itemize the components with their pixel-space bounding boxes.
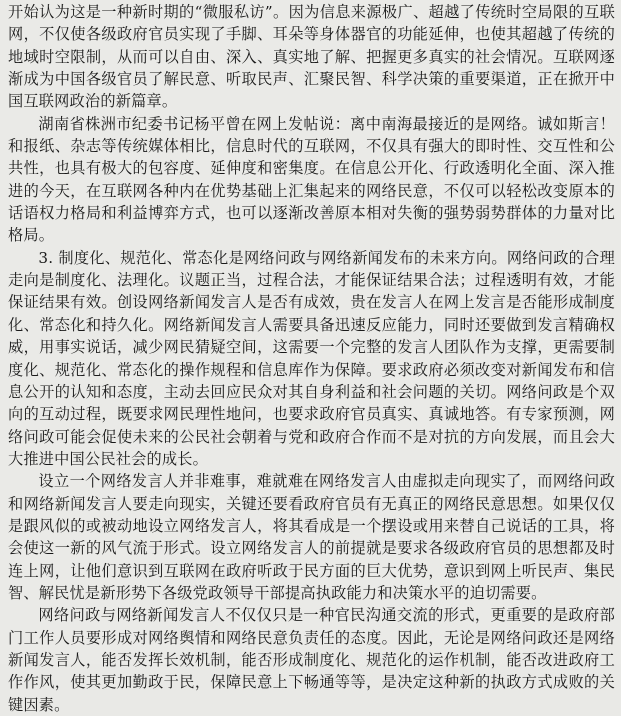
paragraph-conclusion: 网络问政与网络新闻发言人不仅仅只是一种官民沟通交流的形式，更重要的是政府部门工作人员要形成对网络舆情和网络民意负责任的态度。因此，无论是网络问政还是网络新闻发言人，能否发挥长效机制，能否形成制度化、规范化的运作机制，能否改进政府工作作风，使其更加勤政于民，保障民意上下畅通等等，是决定这种新的执政方式成败的关键因素。 xyxy=(8,606,615,714)
paragraph-spokesperson: 设立一个网络发言人并非难事，难就难在网络发言人由虚拟走向现实了，而网络问政和网络新闻发言人要走向现实，关键还要看政府官员有无真正的网络民意思想。如果仅仅是跟风似的或被动地设立网络发言人，将其看成是一个摆设或用来替自己说话的工具，将会使这一新的风气流于形式。设立网络发言人的前提就是要求各级政府官员的思想都及时连上网，让他们意识到互联网在政府听政于民方面的巨大优势，意识到网上听民声、集民智、解民忧是新形势下各级党政领导干部提高执政能力和决策水平的迫切需要。 xyxy=(8,472,615,602)
paragraph-zhuzhou-quote: 湖南省株洲市纪委书记杨平曾在网上发帖说：离中南海最接近的是网络。诚如斯言！和报纸、杂志等传统媒体相比，信息时代的互联网，不仅具有强大的即时性、交互性和公共性，也具有极大的包容度、延伸度和密集度。在信息公开化、行政透明化全面、深入推进的今天，在互联网各种内在优势基础上汇集起来的网络民意，不仅可以轻松改变原本的话语权力格局和利益博弈方式，也可以逐渐改善原本相对失衡的强势弱势群体的力量对比格局。 xyxy=(8,114,615,245)
paragraph-intro-continuation: 开始认为这是一种新时期的“微服私访”。因为信息来源极广、超越了传统时空局限的互联网，不仅使各级政府官员实现了手脚、耳朵等身体器官的功能延伸，也使其超越了传统的地域时空限制，从而可以自由、深入、真实地了解、把握更多真实的社会情况。互联网逐渐成为中国各级官员了解民意、听取民声、汇聚民智、科学决策的重要渠道，正在掀开中国互联网政治的新篇章。 xyxy=(8,3,615,111)
paragraph-institutionalization: 3. 制度化、规范化、常态化是网络问政与网络新闻发布的未来方向。网络问政的合理走向是制度化、法理化。议题正当，过程合法，才能保证结果合法；过程透明有效，才能保证结果有效。创设网络新闻发言人是否有成效，贵在发言人在网上发言是否能形成制度化、常态化和持久化。网络新闻发言人需要具备迅速反应能力，同时还要做到发言精确权威，用事实说话，减少网民猜疑空间，这需要一个完整的发言人团队作为支撑，更需要制度化、规范化、常态化的操作规程和信息库作为保障。要求政府必须改变对新闻发布和信息公开的认知和态度，主动去回应民众对其自身利益和社会问题的关切。网络问政是个双向的互动过程，既要求网民理性地问，也要求政府官员真实、真诚地答。有专家预测，网络问政可能会促使未来的公民社会朝着与党和政府合作而不是对抗的方向发展，而且会大大推进中国公民社会的成长。 xyxy=(8,248,615,468)
